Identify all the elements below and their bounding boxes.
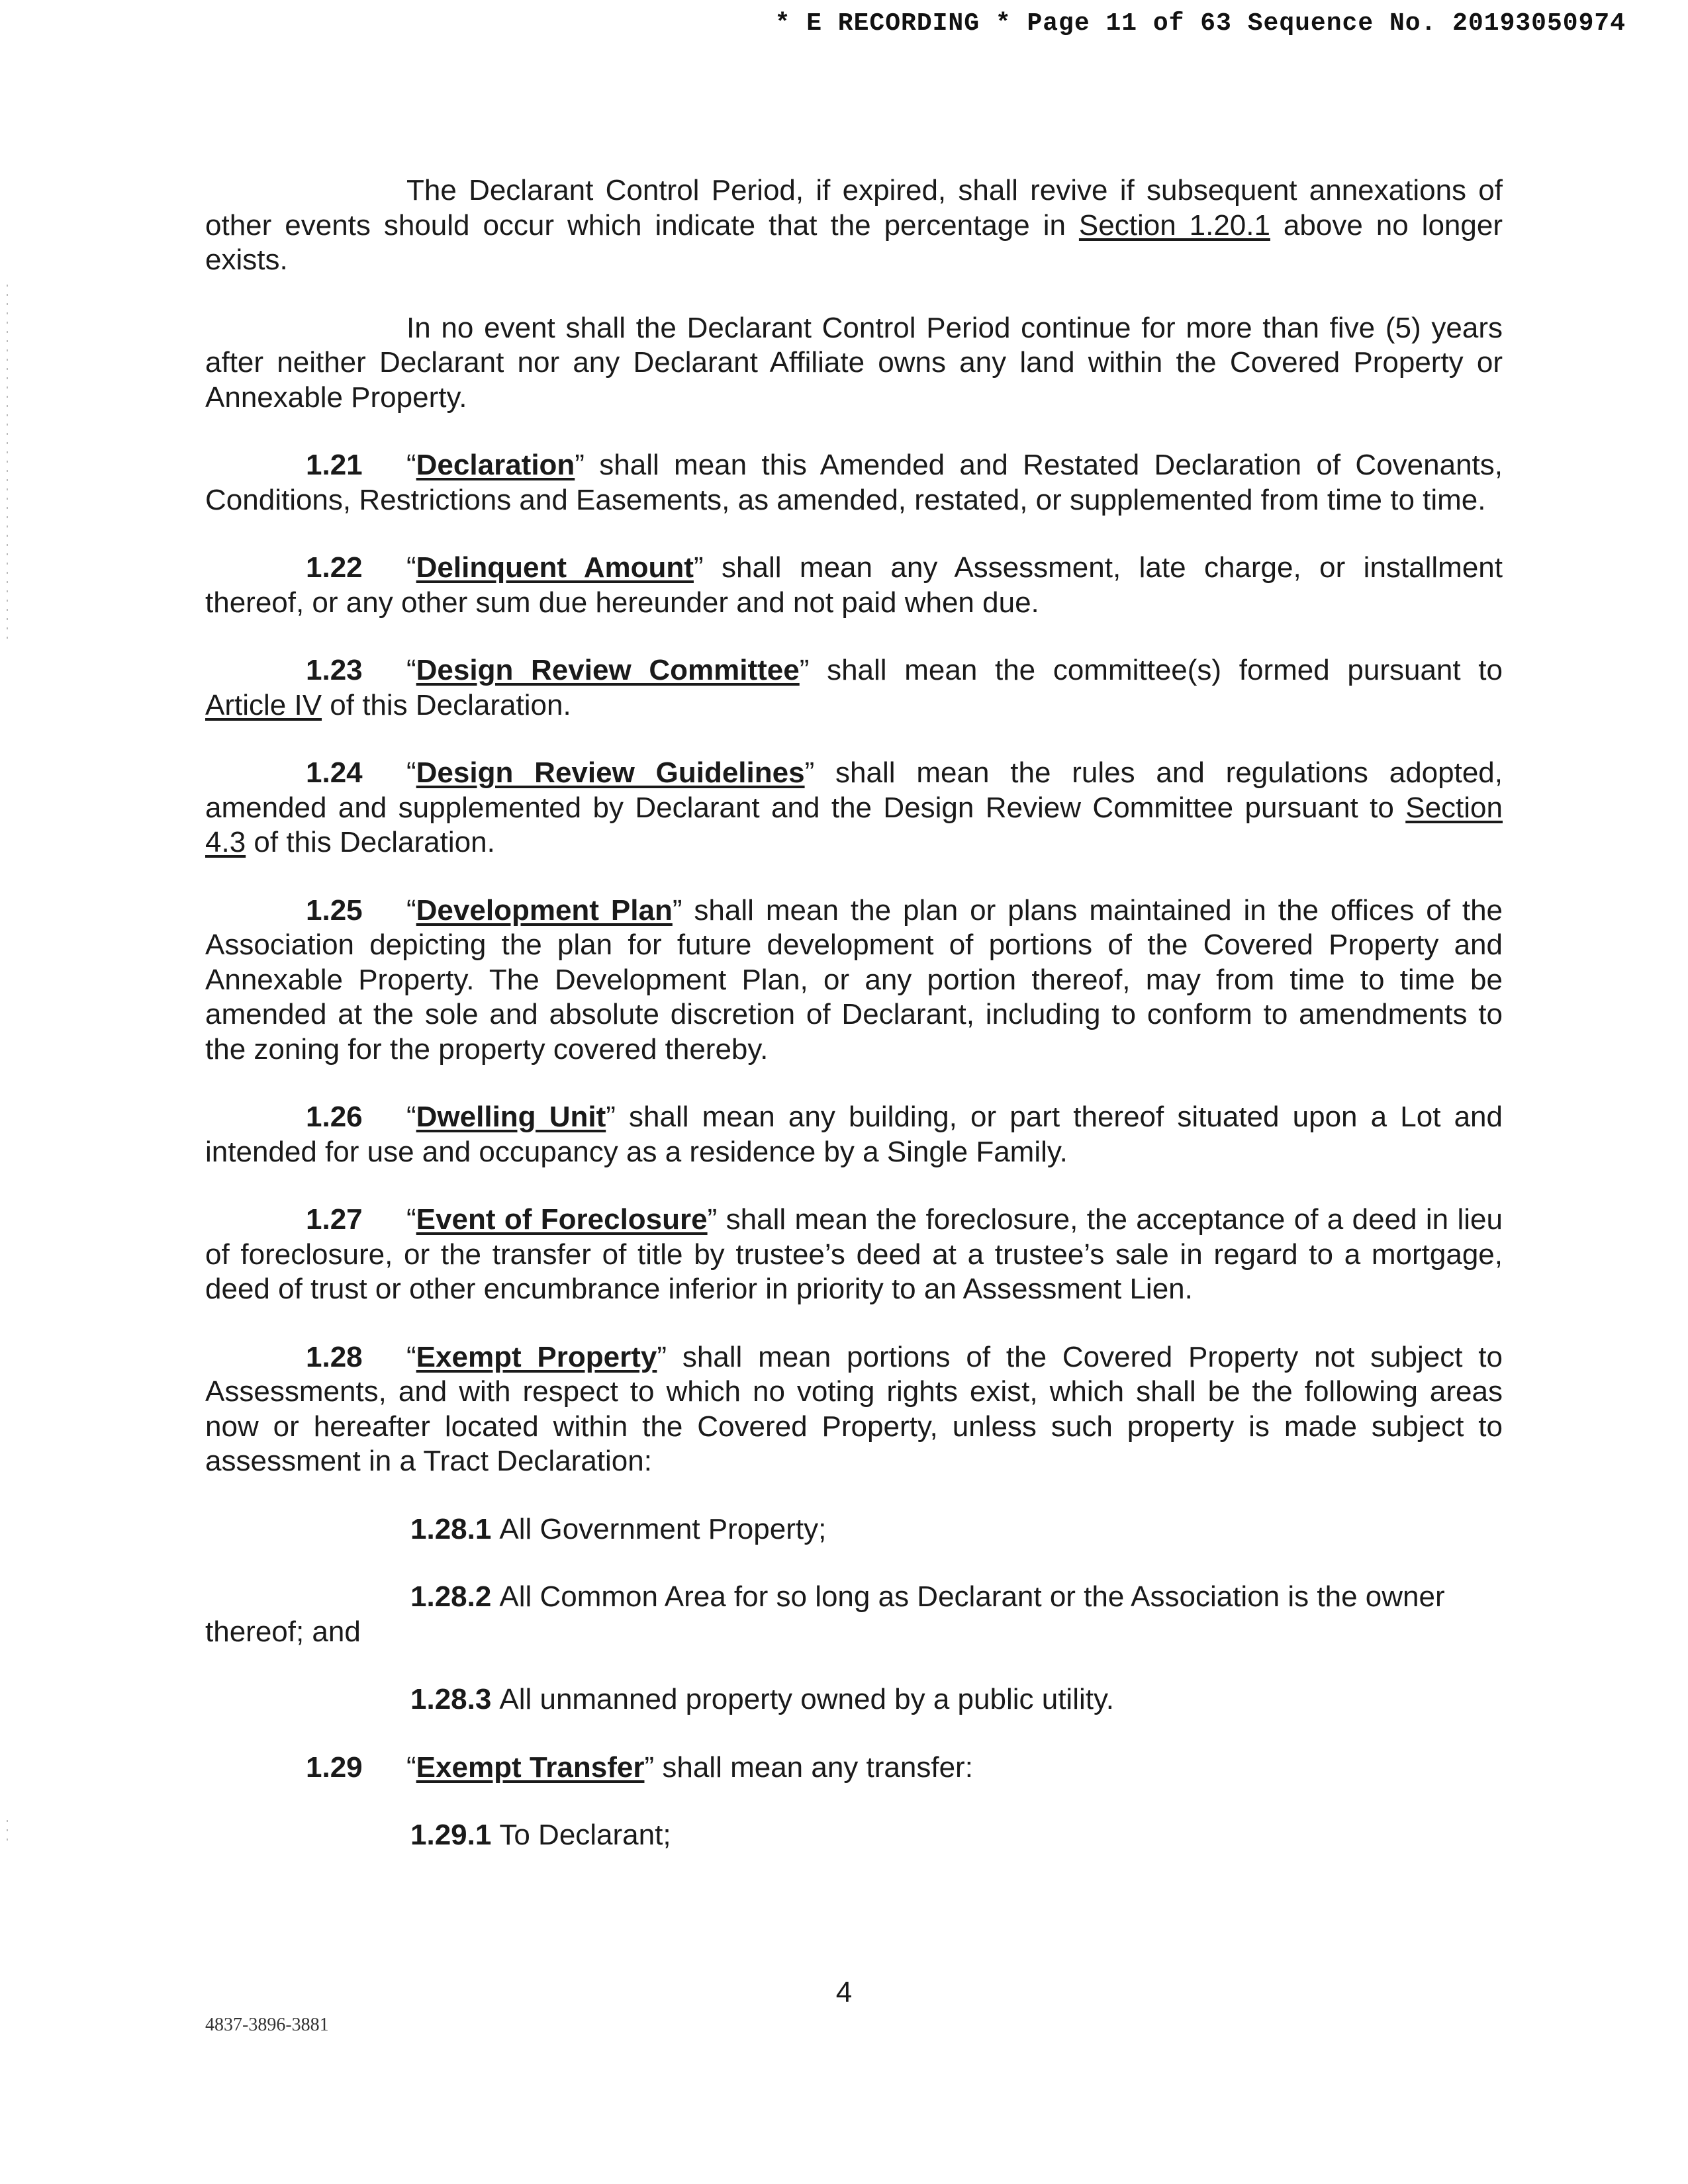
margin-scan-marks bbox=[7, 285, 8, 642]
section-reference: Section 4.3 bbox=[205, 791, 1503, 858]
definition-number: 1.29 bbox=[306, 1751, 363, 1784]
subitem-number: 1.28.1 bbox=[410, 1512, 492, 1545]
defined-term: Design Review Committee bbox=[416, 654, 800, 686]
definition-number: 1.22 bbox=[306, 551, 363, 584]
defined-term: Development Plan bbox=[416, 893, 673, 927]
subitem-number: 1.29.1 bbox=[410, 1819, 492, 1851]
defined-term: Dwelling Unit bbox=[416, 1101, 606, 1133]
defined-term: Declaration bbox=[416, 449, 575, 481]
definition-1-22: 1.22 “Delinquent Amount” shall mean any Assessment, late charge, or installment thereof, or any other sum due hereunder and not paid when due. bbox=[205, 551, 1503, 619]
margin-scan-marks-lower bbox=[7, 1820, 8, 1846]
document-id: 4837-3896-3881 bbox=[205, 2015, 329, 2035]
definition-1-25: 1.25 “Development Plan” shall mean the plan or plans maintained in the offices of the Association depicting the plan for future development of portions of the Covered Property and Annexable Property. The Development Plan, or any portion thereof, may from time to time be amended at the sole and absolute discretion of Declarant, including to conform to amendments to the zoning for the property covered thereby. bbox=[205, 893, 1503, 1066]
article-reference: Article IV bbox=[205, 688, 322, 721]
recording-stamp: * E RECORDING * Page 11 of 63 Sequence No. 20193050974 bbox=[774, 9, 1626, 38]
definition-1-21: 1.21 “Declaration” shall mean this Amended and Restated Declaration of Covenants, Conditions, Restrictions and Easements, as amended, restated, or supplemented from time to time. bbox=[205, 449, 1503, 516]
paragraph-control-period-limit: In no event shall the Declarant Control Period continue for more than five (5) years after neither Declarant nor any Declarant Affiliate owns any land within the Covered Property or Annexable Property. bbox=[205, 311, 1503, 414]
definition-number: 1.26 bbox=[306, 1101, 363, 1133]
definition-1-23: 1.23 “Design Review Committee” shall mean the committee(s) formed pursuant to Article IV of this Declaration. bbox=[205, 654, 1503, 721]
document-body bbox=[205, 173, 1503, 1886]
definition-number: 1.24 bbox=[306, 756, 363, 789]
subitem-1-29-1: 1.29.1 To Declarant; bbox=[410, 1819, 671, 1851]
subitem-number: 1.28.2 bbox=[410, 1580, 492, 1613]
definition-number: 1.27 bbox=[306, 1203, 363, 1236]
definition-number: 1.28 bbox=[306, 1340, 363, 1373]
subitem-continuation: thereof; and bbox=[205, 1615, 361, 1648]
definition-1-24: 1.24 “Design Review Guidelines” shall mean the rules and regulations adopted, amended and supplemented by Declarant and the Design Review Committee pursuant to Section 4.3 of this Declaration. bbox=[205, 756, 1503, 858]
subitem-number: 1.28.3 bbox=[410, 1683, 492, 1715]
defined-term: Event of Foreclosure bbox=[416, 1203, 708, 1236]
definition-1-28: 1.28 “Exempt Property” shall mean portions of the Covered Property not subject to Assessments, and with respect to which no voting rights exist, which shall be the following areas now or hereafter located within the Covered Property, unless such property is made subject to assessment in a Tract Declaration: bbox=[205, 1340, 1503, 1477]
subitem-1-28-3: 1.28.3 All unmanned property owned by a public utility. bbox=[410, 1683, 1114, 1715]
subitem-1-28-1: 1.28.1 All Government Property; bbox=[410, 1512, 827, 1545]
definition-1-29: 1.29 “Exempt Transfer” shall mean any transfer: bbox=[205, 1751, 1503, 1786]
definition-number: 1.25 bbox=[306, 893, 363, 927]
definition-1-27: 1.27 “Event of Foreclosure” shall mean the foreclosure, the acceptance of a deed in lieu of foreclosure, or the transfer of title by trustee’s deed at a trustee’s sale in regard to a mortgage, deed of trust or other encumbrance inferior in priority to an Assessment Lien. bbox=[205, 1203, 1503, 1305]
section-reference: Section 1.20.1 bbox=[1078, 208, 1270, 242]
definition-number: 1.21 bbox=[306, 449, 363, 481]
defined-term: Design Review Guidelines bbox=[416, 756, 805, 789]
paragraph-control-period-revive: The Declarant Control Period, if expired, shall revive if subsequent annexations of other events should occur which indicate that the percentage in Section 1.20.1 above no longer exists. bbox=[205, 174, 1503, 276]
defined-term: Exempt Transfer bbox=[416, 1751, 645, 1784]
subitem-1-28-2: 1.28.2 All Common Area for so long as Declarant or the Association is the owner thereof; and bbox=[205, 1580, 1445, 1648]
page-number: 4 bbox=[835, 1976, 853, 2009]
defined-term: Exempt Property bbox=[416, 1340, 657, 1373]
definition-1-26: 1.26 “Dwelling Unit” shall mean any building, or part thereof situated upon a Lot and intended for use and occupancy as a residence by a Single Family. bbox=[205, 1101, 1503, 1168]
definition-number: 1.23 bbox=[306, 654, 363, 686]
defined-term: Delinquent Amount bbox=[416, 551, 694, 584]
